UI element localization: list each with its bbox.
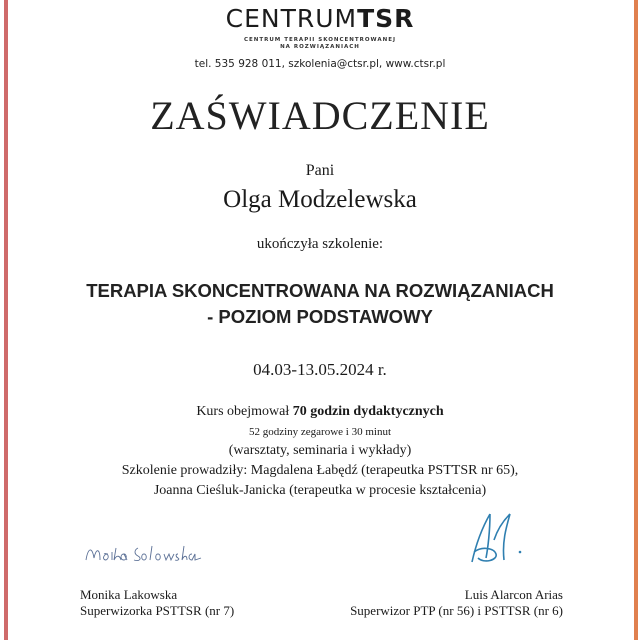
recipient-name: Olga Modzelewska: [223, 186, 417, 213]
signature-lakowska: [80, 540, 210, 568]
signer-role: Superwizor PTP (nr 56) i PSTTSR (nr 6): [350, 603, 563, 618]
logo-subtitle-1: CENTRUM TERAPII SKONCENTROWANEJ: [243, 37, 397, 43]
trainers-line-2: Joanna Cieśluk-Janicka (terapeutka w procesie kształcenia): [153, 483, 487, 498]
clock-hours: 52 godziny zegarowe i 30 minut: [248, 426, 392, 438]
signer-name: Monika Lakowska: [80, 587, 178, 602]
salutation: Pani: [305, 162, 335, 179]
hours-line: [0, 404, 640, 420]
signer-role: Superwizorka PSTTSR (nr 7): [80, 603, 235, 618]
course-title-line-1: TERAPIA SKONCENTROWANA NA ROZWIĄZANIACH: [86, 280, 554, 301]
hours-prefix: Kurs obejmował: [196, 404, 293, 419]
signature-block-left: [80, 587, 234, 619]
course-title-line-2: - POZIOM PODSTAWOWY: [207, 306, 433, 327]
contact-info: tel. 535 928 011, szkolenia@ctsr.pl, www.ctsr.pl: [194, 58, 446, 70]
completed-text: ukończyła szkolenie:: [256, 236, 384, 252]
logo-text-bold: TSR: [357, 4, 415, 33]
signature-block-right: [350, 587, 563, 619]
signer-name: Luis Alarcon Arias: [464, 587, 563, 602]
logo: [0, 4, 640, 33]
certificate-title: ZAŚWIADCZENIE: [150, 93, 490, 138]
hours-bold: 70 godzin dydaktycznych: [292, 404, 444, 419]
signature-alarcon: [460, 508, 560, 568]
trainers-line-1: Szkolenie prowadziły: Magdalena Łabędź (terapeutka PSTTSR nr 65),: [121, 463, 519, 478]
logo-text-light: CENTRUM: [225, 4, 358, 33]
logo-subtitle-2: NA ROZWIĄZANIACH: [280, 44, 360, 50]
course-format: (warsztaty, seminaria i wykłady): [228, 443, 412, 458]
course-dates: 04.03-13.05.2024 r.: [253, 360, 387, 379]
